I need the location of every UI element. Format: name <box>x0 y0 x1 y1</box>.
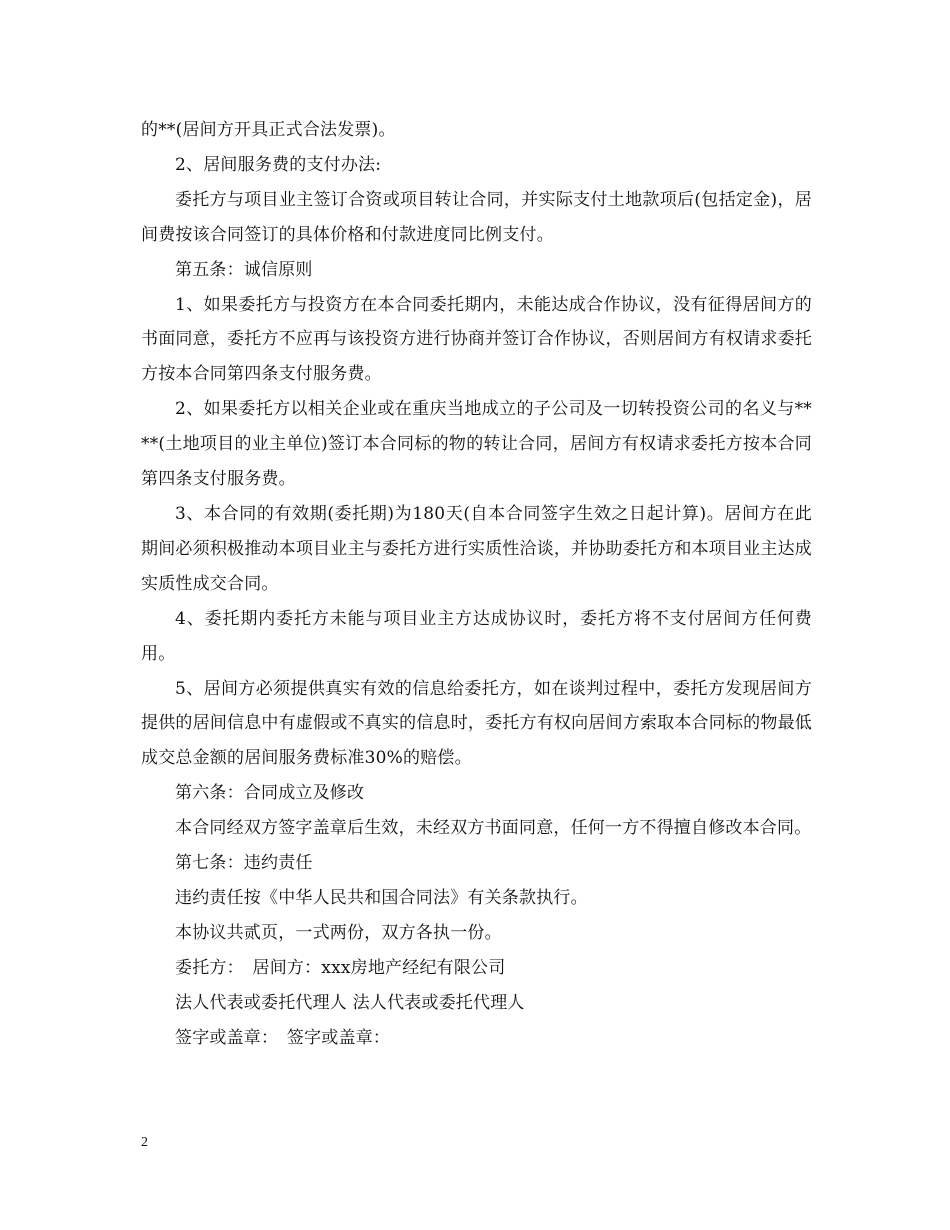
page-number: 2 <box>141 1135 148 1150</box>
article-five-clause-5: 5、居间方必须提供真实有效的信息给委托方，如在谈判过程中，委托方发现居间方提供的居间信息中有虚假或不真实的信息时，委托方有权向居间方索取本合同标的物最低成交总金额的居间服务费标准30%的赔偿。 <box>141 678 812 769</box>
paragraph-invoice-note: 的**(居间方开具正式合法发票)。 <box>141 120 396 140</box>
article-five-clause-1: 1、如果委托方与投资方在本合同委托期内，未能达成合作协议，没有征得居间方的书面同意，委托方不应再与该投资方进行协商并签订合作协议，否则居间方有权请求委托方按本合同第四条支付服务费。 <box>141 294 812 385</box>
document-body <box>141 113 812 1055</box>
article-seven-heading: 第七条：违约责任 <box>175 853 313 874</box>
article-seven-body: 违约责任按《中华人民共和国合同法》有关条款执行。 <box>175 887 588 908</box>
article-six-body: 本合同经双方签字盖章后生效，未经双方书面同意，任何一方不得擅自修改本合同。 <box>175 818 812 839</box>
article-five-clause-2: 2、如果委托方以相关企业或在重庆当地成立的子公司及一切转投资公司的名义与****(土地项目的业主单位)签订本合同标的物的转让合同，居间方有权请求委托方按本合同第四条支付服务费。 <box>141 399 812 490</box>
article-five-clause-3: 3、本合同的有效期(委托期)为180天(自本合同签字生效之日起计算)。居间方在此期间必须积极推动本项目业主与委托方进行实质性洽谈，并协助委托方和本项目业主达成实质性成交合同。 <box>141 503 812 594</box>
article-five-heading: 第五条：诚信原则 <box>175 259 313 280</box>
paragraph-payment-method-heading: 2、居间服务费的支付办法: <box>175 154 382 175</box>
paragraph-payment-method: 委托方与项目业主签订合资或项目转让合同，并实际支付土地款项后(包括定金)，居间费按该合同签订的具体价格和付款进度同比例支付。 <box>141 189 812 245</box>
signatory-parties: 委托方： 居间方：xxx房地产经纪有限公司 <box>175 957 506 978</box>
article-five-clause-4: 4、委托期内委托方未能与项目业主方达成协议时，委托方将不支付居间方任何费用。 <box>141 608 812 664</box>
article-six-heading: 第六条：合同成立及修改 <box>175 783 365 804</box>
signatory-signature-line: 签字或盖章： 签字或盖章： <box>175 1027 391 1048</box>
signatory-representatives: 法人代表或委托代理人 法人代表或委托代理人 <box>175 992 525 1013</box>
copies-statement: 本协议共贰页，一式两份，双方各执一份。 <box>175 922 502 943</box>
